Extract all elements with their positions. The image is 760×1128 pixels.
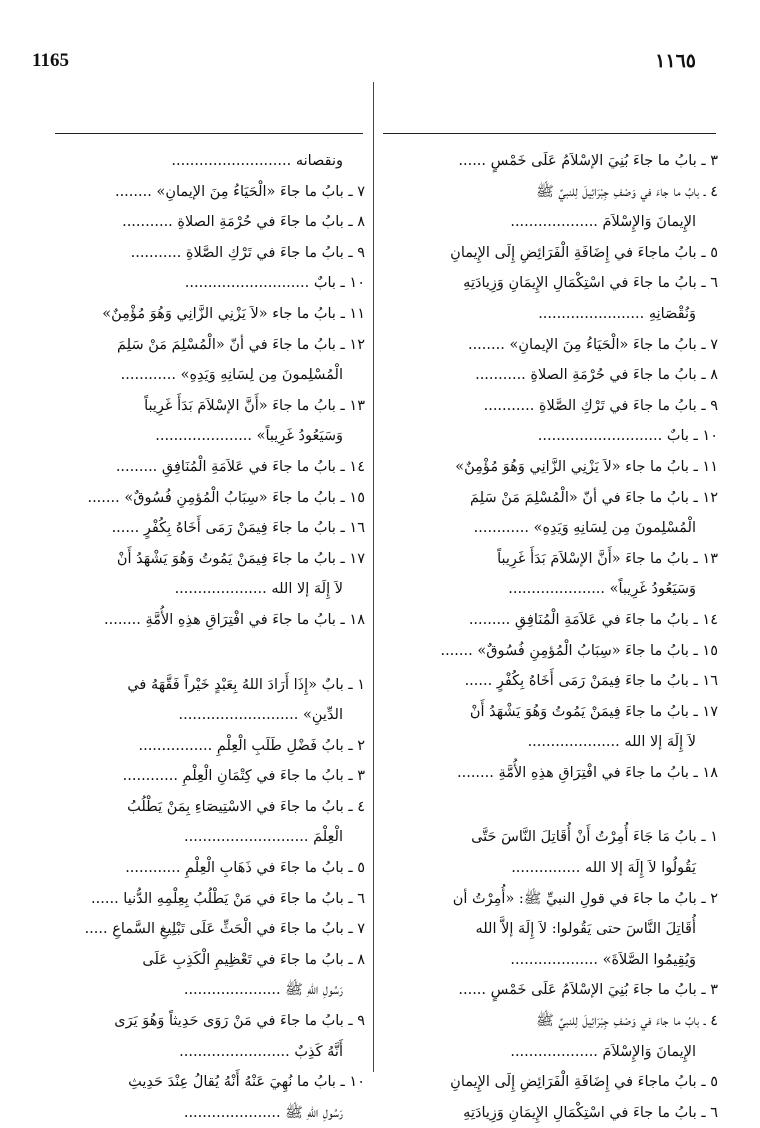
header-rule-right (383, 133, 716, 134)
page-number-left: 1165 (32, 50, 69, 71)
toc-entry: ٧ ـ بابُ ما جاءَ «الْحَيَاءُ مِنَ الإيمانِ» ........ (114, 183, 365, 200)
toc-entry: ١٠ ـ بابُ ما نُهِيَ عَنْهُ أَنْهُ يُقالُ عِنْدَ حَدِيثِ (128, 1074, 365, 1091)
toc-entry: وَيُقِيمُوا الصَّلاَةَ» ................... (510, 951, 696, 968)
toc-entry: ١٧ ـ بابُ ما جاءَ فِيمَنْ يَمُوتُ وَهُوَ يَشْهَدُ أَنْ (116, 550, 365, 567)
column-divider (373, 82, 374, 1072)
toc-entry: ٥ ـ بابُ ماجاءَ في إِضَافَةِ الْفَرَائِضِ إِلَى الإِيمانِ (450, 1074, 718, 1091)
toc-entry: ٨ ـ بابُ ما جاءَ في حُرْمَةِ الصلاةِ ........... (475, 367, 718, 384)
toc-entry: ١٥ ـ بابُ ما جاءَ «سِبَابُ الْمُؤمِنِ فُسُوقٌ» ....... (440, 642, 718, 659)
toc-entry: يَقُولُوا لاَ إِلَهَ إلا الله ............... (511, 860, 696, 877)
toc-entry: ٥ ـ بابُ ماجاءَ في إِضَافَةِ الْفَرَائِضِ إِلَى الإِيمانِ (450, 244, 718, 261)
toc-entry: ٩ ـ بابُ ما جاءَ في تَرْكِ الصَّلاةِ ........... (483, 397, 718, 414)
toc-entry: ٤ ـ بابُ ما جاءَ في وَصْفِ جِبْرَائِيلَ لِلنبيِّ ﷺ (536, 183, 718, 200)
page-number-right: ١١٦٥ (655, 51, 696, 72)
toc-entry: ٣ ـ بابُ ما جاءَ في كِتْمَانِ الْعِلْمِ ............ (122, 768, 365, 785)
toc-entry: لاَ إِلَهَ إلا الله .................... (527, 734, 696, 751)
toc-entry: ٦ ـ بابُ ما جاءَ في مَنْ يَطْلُبُ بِعِلْمِهِ الدُّنيا ...... (91, 890, 365, 907)
toc-entry: ٩ ـ بابُ ما جاءَ في تَرْكِ الصَّلاةِ ........... (130, 244, 365, 261)
toc-entry: ونقصانه .......................... (171, 153, 343, 169)
toc-entry: ١٨ ـ بابُ ما جاءَ في افْتِرَاقِ هذِهِ الأُمَّةِ ........ (457, 764, 718, 781)
toc-entry: ١ ـ بابٌ «إِذَا أَرَادَ اللهُ بِعَبْدٍ خَيْراً فَقَّهَهُ في (127, 676, 365, 693)
toc-entry: ٨ ـ بابُ ما جاءَ في حُرْمَةِ الصلاةِ ........... (122, 214, 365, 231)
toc-entry: الْمُسْلِمونَ مِن لِسَانِهِ وَيَدِهِ» ............ (473, 520, 696, 537)
toc-entry: ٤ ـ بابُ ما جاءَ في وَصْفِ جِبْرَائِيلَ لِلنبيِّ ﷺ (536, 1013, 718, 1030)
toc-entry: ٢ ـ بابُ فَضْلِ طَلَبِ الْعِلْمِ ................ (138, 737, 365, 754)
toc-entry: الْمُسْلِمونَ مِن لِسَانِهِ وَيَدِهِ» ............ (120, 367, 343, 384)
toc-entry: وَسَيَعُودُ غَرِيباً» ..................... (155, 428, 343, 445)
toc-entry: أُقَاتِلَ النَّاسَ حتى يَقُولوا: لاَ إِلَهَ إلاَّ الله (475, 921, 696, 938)
toc-entry: ١٢ ـ بابُ ما جاءَ في أنّ «الْمُسْلِمَ مَنْ سَلِمَ (117, 336, 365, 353)
toc-entry: ١٢ ـ بابُ ما جاءَ في أنّ «الْمُسْلِمَ مَنْ سَلِمَ (470, 489, 718, 506)
toc-entry: الإِيمانَ وَالإِسْلاَمَ ................... (510, 214, 696, 231)
toc-entry: ١٠ ـ بابٌ ........................... (537, 428, 718, 445)
toc-entry: وَنُقْصَانِهِ ....................... (538, 305, 696, 322)
toc-entry: ١٥ ـ بابُ ما جاءَ «سِبَابُ الْمُؤمِنِ فُسُوقٌ» ....... (87, 489, 365, 506)
toc-entry: ١ ـ بابُ مَا جَاءَ أُمِرْتُ أَنْ أُقَاتِلَ النَّاسَ حَتَّى (471, 829, 718, 846)
section-break (396, 788, 718, 822)
toc-entry: ١٤ ـ بابُ ما جاءَ في عَلاَمَةِ الْمُنَافِقِ ......... (115, 458, 365, 475)
toc-entry: ١١ ـ بابُ ما جاء «لاَ يَزْنِي الزَّانِي وَهُوَ مُؤْمِنٌ» (102, 305, 365, 322)
toc-entry: ١٦ ـ بابُ ما جاءَ فِيمَنْ رَمَى أَخَاهُ بِكُفْرٍ ...... (111, 520, 365, 537)
toc-column-right (396, 146, 718, 1128)
toc-entry: ٧ ـ بابُ ما جاءَ «الْحَيَاءُ مِنَ الإيمانِ» ........ (467, 336, 718, 353)
toc-entry: ١١ ـ بابُ ما جاء «لاَ يَزْنِي الزَّانِي وَهُوَ مُؤْمِنٌ» (455, 458, 718, 475)
toc-entry: الإِيمانَ وَالإِسْلاَمَ ................... (510, 1043, 696, 1060)
header-rule-left (55, 133, 363, 134)
toc-entry: ٧ ـ بابُ ما جاءَ في الْحَثِّ عَلَى تَبْلِيغِ السَّماعِ ..... (84, 921, 365, 938)
toc-entry: ٣ ـ بابُ ما جاءَ بُنِيَ الإسْلاَمُ عَلَى خَمْسٍ ...... (458, 153, 718, 169)
toc-entry: وَسَيَعُودُ غَرِيباً» ..................... (508, 581, 696, 598)
toc-entry: ١٣ ـ بابُ ما جاءَ «أَنَّ الإسْلاَمَ بَدَأَ غَرِيباً (497, 550, 718, 567)
toc-entry: رَسُولِ اللهِ ﷺ ..................... (183, 982, 343, 999)
toc-entry: ١٨ ـ بابُ ما جاءَ في افْتِرَاقِ هذِهِ الأُمَّةِ ........ (104, 611, 365, 628)
toc-entry: ٦ ـ بابُ ما جاءَ في اسْتِكْمَالِ الإِيمَانِ وَزِيادَتِهِ (463, 275, 718, 292)
toc-entry: أَنَّهُ كَذِبٌ ........................ (179, 1043, 343, 1060)
toc-entry: ١٦ ـ بابُ ما جاءَ فِيمَنْ رَمَى أَخَاهُ بِكُفْرٍ ...... (464, 673, 718, 690)
toc-entry: الدِّينِ» .......................... (178, 707, 343, 724)
toc-entry: ١٧ ـ بابُ ما جاءَ فِيمَنْ يَمُوتُ وَهُوَ يَشْهَدُ أَنْ (469, 703, 718, 720)
toc-entry: ٤ ـ بابُ ما جاءَ في الاسْتِيصَاءِ بِمَنْ يَطْلُبُ (127, 798, 365, 815)
toc-entry: ١٠ ـ بابٌ ........................... (184, 275, 365, 292)
toc-entry: رَسُولِ اللهِ ﷺ ..................... (183, 1104, 343, 1121)
section-break (53, 636, 365, 670)
toc-entry: ٥ ـ بابُ ما جاءَ في ذَهَابِ الْعِلْمِ ............ (125, 860, 365, 877)
toc-entry: ١٤ ـ بابُ ما جاءَ في عَلاَمَةِ الْمُنَافِقِ ......... (468, 611, 718, 628)
toc-entry: الْعِلْمَ ........................... (184, 829, 343, 846)
toc-entry: ٨ ـ بابُ ما جاءَ في تَعْظِيمِ الْكَذِبِ عَلَى (142, 951, 365, 968)
toc-column-left (53, 146, 365, 1128)
toc-entry: ٣ ـ بابُ ما جاءَ بُنِيَ الإسْلاَمُ عَلَى خَمْسٍ ...... (458, 982, 718, 999)
toc-entry: ٢ ـ بابُ ما جاءَ في قولِ النبيِّ ﷺ: «أُمِرْتُ أن (452, 890, 718, 907)
toc-entry: لاَ إِلَهَ إلا الله .................... (174, 581, 343, 598)
toc-entry: ١٣ ـ بابُ ما جاءَ «أَنَّ الإسْلاَمَ بَدَأَ غَرِيباً (144, 397, 365, 414)
toc-entry: ٦ ـ بابُ ما جاءَ في اسْتِكْمَالِ الإِيمَانِ وَزِيادَتِهِ (463, 1104, 718, 1121)
toc-entry: ٩ ـ بابُ ما جاءَ في مَنْ رَوَى حَدِيثاً وَهُوَ يَرَى (114, 1013, 365, 1030)
